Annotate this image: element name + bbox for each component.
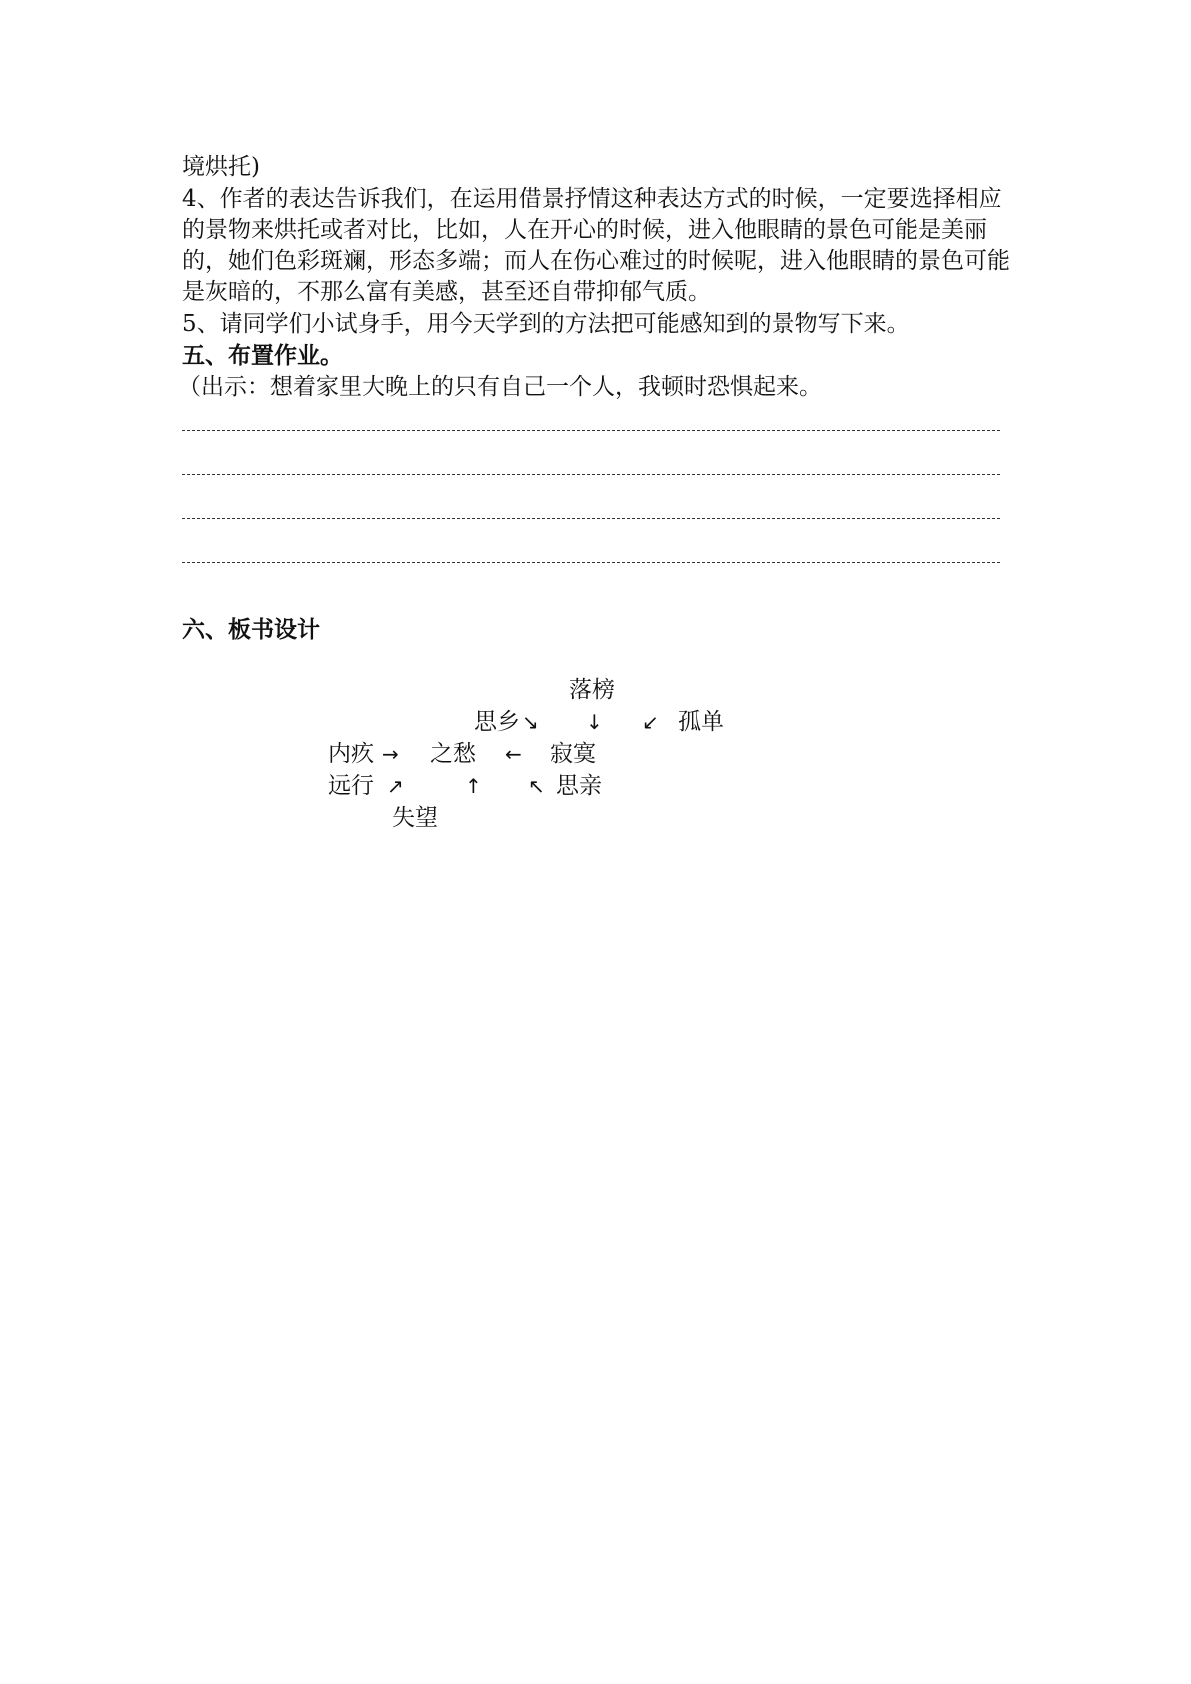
- paragraph-5: 5、请同学们小试身手，用今天学到的方法把可能感知到的景物写下来。: [182, 311, 910, 337]
- arrow-right-icon: ←: [505, 742, 522, 766]
- board-top-left: 思乡: [474, 709, 520, 735]
- arrow-bottom-icon: ↑: [465, 774, 482, 798]
- board-right: 寂寞: [550, 741, 596, 767]
- board-bottom-left: 远行: [328, 773, 374, 799]
- arrow-top-icon: ↓: [586, 710, 603, 734]
- section-5-heading: 五、布置作业。: [182, 343, 343, 369]
- arrow-top-right-icon: ↙: [642, 710, 659, 734]
- paragraph-4: 4、作者的表达告诉我们，在运用借景抒情这种表达方式的时候，一定要选择相应的景物来烘托或者对比，比如，人在开心的时候，进入他眼睛的景色可能是美丽的，她们色彩斑斓，形态多端；而人在伤心难过的时候呢，进入他眼睛的景色可能是灰暗的，不那么富有美感，甚至还自带抑郁气质。: [182, 186, 1010, 305]
- arrow-left-icon: →: [382, 742, 399, 766]
- section-6-heading: 六、板书设计: [182, 617, 320, 643]
- arrow-bottom-right-icon: ↖: [528, 774, 545, 798]
- answer-line-2: [182, 474, 1000, 475]
- board-bottom: 失望: [392, 805, 438, 831]
- arrow-top-left-icon: ↘: [522, 710, 539, 734]
- answer-line-4: [182, 562, 1000, 563]
- answer-line-1: [182, 430, 1000, 431]
- board-top-right: 孤单: [678, 709, 724, 735]
- board-bottom-right: 思亲: [556, 773, 602, 799]
- answer-line-3: [182, 518, 1000, 519]
- homework-prompt: （出示：想着家里大晚上的只有自己一个人，我顿时恐惧起来。: [178, 374, 822, 400]
- paragraph-continuation: 境烘托): [182, 154, 260, 180]
- board-center: 之愁: [430, 741, 476, 767]
- board-left: 内疚: [328, 741, 374, 767]
- board-top: 落榜: [569, 677, 615, 703]
- arrow-bottom-left-icon: ↗: [387, 774, 404, 798]
